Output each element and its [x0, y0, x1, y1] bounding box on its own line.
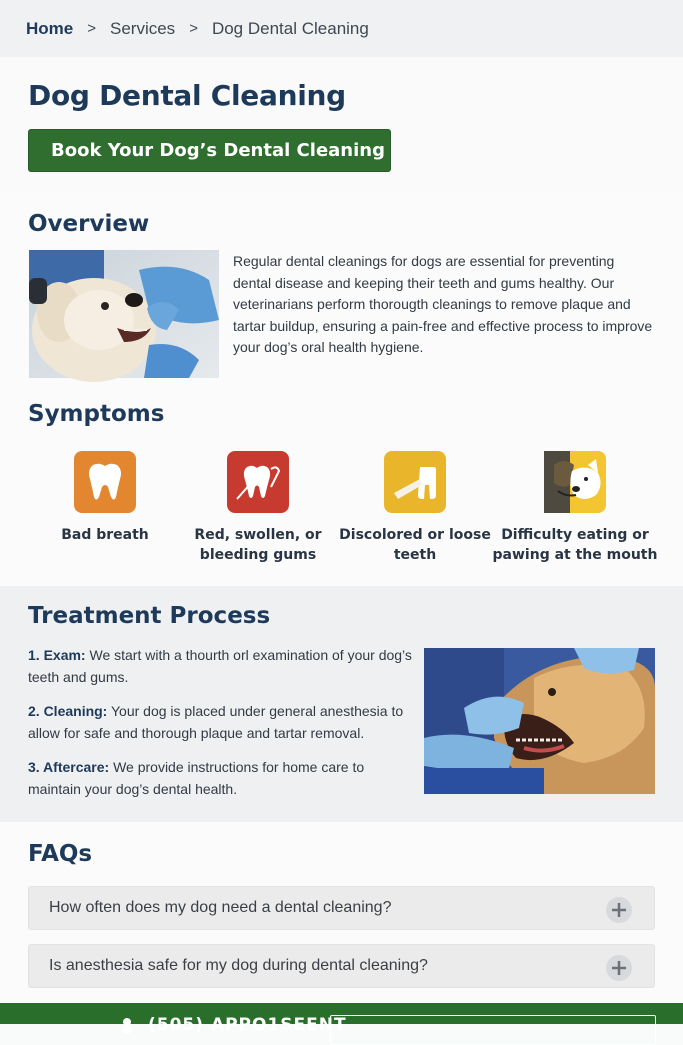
breadcrumb-home-link[interactable]: Home: [26, 18, 74, 38]
symptoms-section: [0, 393, 683, 586]
footer-phone-link[interactable]: [120, 1015, 347, 1035]
dog-face-icon: [544, 451, 606, 513]
step-label: 3. Aftercare:: [28, 759, 110, 775]
faq-question: Is anesthesia safe for my dog during dental cleaning?: [49, 957, 428, 974]
treatment-steps: [28, 644, 418, 812]
treatment-step: [28, 756, 418, 800]
treatment-step: [28, 644, 418, 688]
symptom-label: Bad breath: [61, 527, 149, 543]
symptom-red-gums: [173, 451, 343, 565]
breadcrumb-separator: >: [87, 20, 96, 37]
breadcrumb: [0, 0, 683, 57]
symptom-difficulty-eating: [490, 451, 660, 565]
treatment-section: [0, 586, 683, 822]
breadcrumb-services-link[interactable]: Services: [110, 18, 176, 38]
symptom-label: Difficulty eating or pawing at the mouth: [492, 527, 658, 563]
step-label: 1. Exam:: [28, 647, 86, 663]
page-title: Dog Dental Cleaning: [28, 79, 346, 112]
expand-plus-icon[interactable]: [606, 955, 632, 981]
symptom-bad-breath: [20, 451, 190, 545]
faq-item[interactable]: [28, 886, 655, 930]
dog-dental-exam-photo: [29, 250, 219, 378]
footer-phone-number: (505) APPO1SEENT: [148, 1015, 347, 1035]
expand-plus-icon[interactable]: [606, 897, 632, 923]
dental-tools-icon: [227, 451, 289, 513]
treatment-title: Treatment Process: [28, 603, 271, 629]
faqs-section: [0, 822, 683, 1004]
footer-appointment-button[interactable]: [330, 1015, 656, 1045]
phone-icon: [120, 1017, 134, 1033]
tooth-icon: [74, 451, 136, 513]
step-text: We provide instructions for home care to maintain your dog’s dental health.: [28, 759, 365, 797]
book-dental-cleaning-button[interactable]: Book Your Dog’s Dental Cleaning: [28, 129, 391, 172]
step-text: We start with a thourth orl examination of your dog’s teeth and gums.: [28, 647, 412, 685]
dog-teeth-cleaning-photo: [424, 648, 655, 794]
faqs-title: FAQs: [28, 841, 93, 867]
symptom-label: Red, swollen, or bleeding gums: [194, 527, 322, 563]
breadcrumb-separator: >: [189, 20, 198, 37]
overview-text: Regular dental cleanings for dogs are essential for preventing dental disease and keeping their teeth and gums healthy. Our veterinarians perform thorougth cleanings to remove plaque and tartar buildup, ensuring a pain-free and effective process to improve your dog’s oral health hygiene.: [233, 253, 653, 355]
loose-tooth-icon: [384, 451, 446, 513]
hero-section: [0, 57, 683, 193]
footer-bar: [0, 1003, 683, 1035]
overview-title: Overview: [28, 211, 150, 237]
overview-section: [0, 193, 683, 393]
symptoms-title: Symptoms: [28, 401, 165, 427]
breadcrumb-current: Dog Dental Cleaning: [211, 18, 369, 38]
treatment-step: [28, 700, 418, 744]
step-text: Your dog is placed under general anesthesia to allow for safe and thorough plaque and tartar removal.: [28, 703, 404, 741]
symptom-label: Discolored or loose teeth: [339, 527, 491, 563]
symptom-discolored-teeth: [330, 451, 500, 565]
faq-question: How often does my dog need a dental cleaning?: [49, 899, 392, 916]
faq-item[interactable]: [28, 944, 655, 988]
step-label: 2. Cleaning:: [28, 703, 108, 719]
